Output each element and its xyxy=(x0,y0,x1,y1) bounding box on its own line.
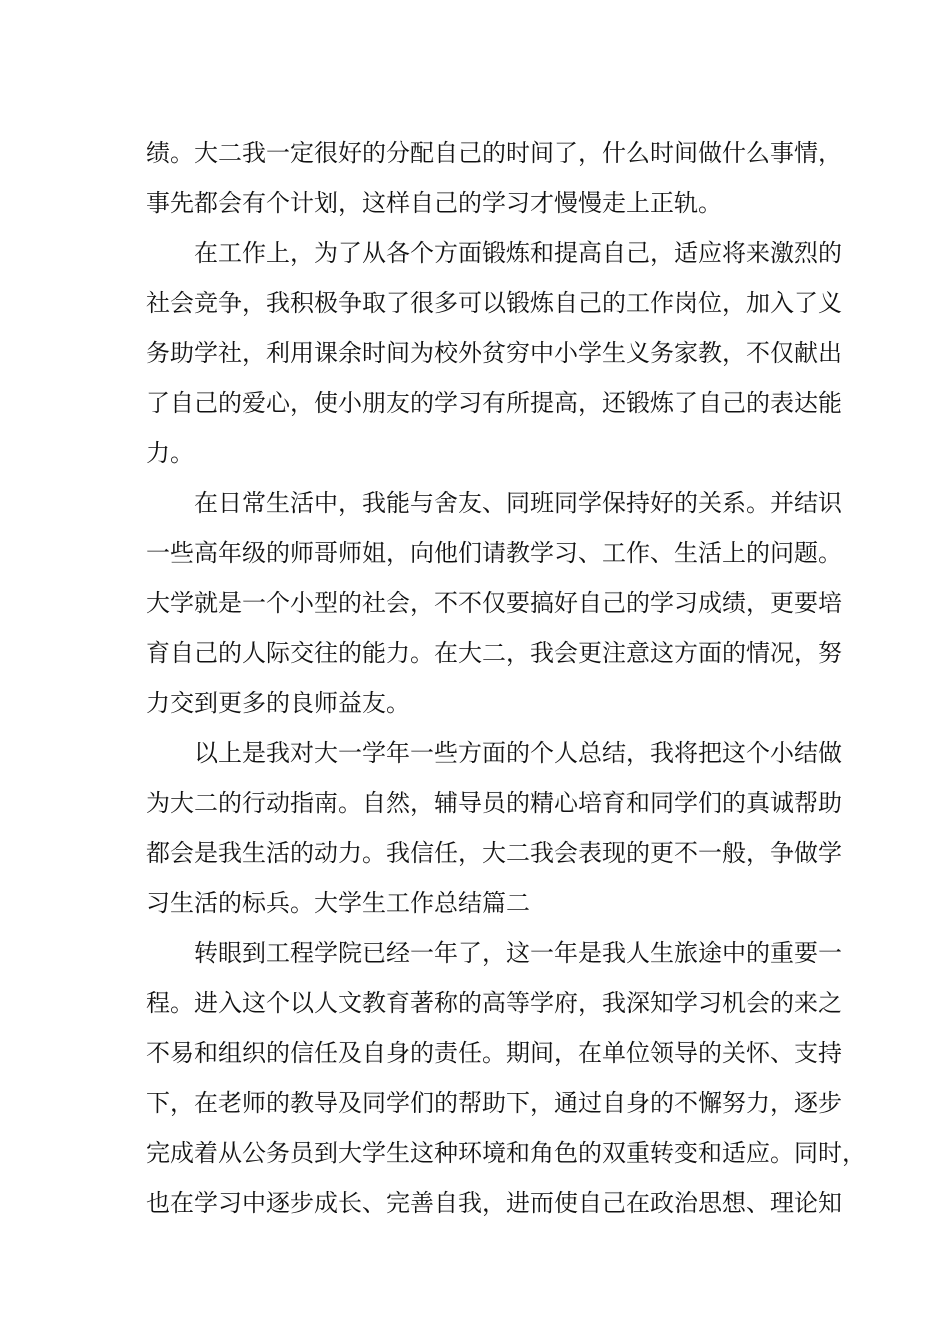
text-line: 为大二的行动指南。自然，辅导员的精心培育和同学们的真诚帮助 xyxy=(146,789,842,817)
text-line: 一些高年级的师哥师姐，向他们请教学习、工作、生活上的问题。 xyxy=(146,539,842,567)
document-body xyxy=(146,128,866,1228)
text-line: 绩。大二我一定很好的分配自己的时间了，什么时间做什么事情， xyxy=(146,139,842,167)
text-line: 不易和组织的信任及自身的责任。期间，在单位领导的关怀、支持 xyxy=(146,1039,842,1067)
text-line: 大学就是一个小型的社会，不不仅要搞好自己的学习成绩，更要培 xyxy=(146,589,842,617)
text-line: 下，在老师的教导及同学们的帮助下，通过自身的不懈努力，逐步 xyxy=(146,1089,842,1117)
text-line: 育自己的人际交往的能力。在大二，我会更注意这方面的情况，努 xyxy=(146,639,842,667)
text-line: 力交到更多的良师益友。 xyxy=(146,689,410,717)
text-line: 务助学社，利用课余时间为校外贫穷中小学生义务家教，不仅献出 xyxy=(146,339,842,367)
text-line: 程。进入这个以人文教育著称的高等学府，我深知学习机会的来之 xyxy=(146,989,842,1017)
text-line: 完成着从公务员到大学生这种环境和角色的双重转变和适应。同时， xyxy=(146,1139,866,1167)
paragraph-first-line: 以上是我对大一学年一些方面的个人总结，我将把这个小结做 xyxy=(194,739,842,767)
paragraph-first-line: 在日常生活中，我能与舍友、同班同学保持好的关系。并结识 xyxy=(194,489,842,517)
text-line: 了自己的爱心，使小朋友的学习有所提高，还锻炼了自己的表达能 xyxy=(146,389,842,417)
text-line: 力。 xyxy=(146,439,194,467)
text-line: 事先都会有个计划，这样自己的学习才慢慢走上正轨。 xyxy=(146,189,722,217)
text-line: 习生活的标兵。大学生工作总结篇二 xyxy=(146,889,530,917)
text-line: 也在学习中逐步成长、完善自我，进而使自己在政治思想、理论知 xyxy=(146,1189,842,1217)
paragraph-first-line: 在工作上，为了从各个方面锻炼和提高自己，适应将来激烈的 xyxy=(194,239,842,267)
text-line: 都会是我生活的动力。我信任，大二我会表现的更不一般，争做学 xyxy=(146,839,842,867)
paragraph-first-line: 转眼到工程学院已经一年了，这一年是我人生旅途中的重要一 xyxy=(194,939,842,967)
text-line: 社会竞争，我积极争取了很多可以锻炼自己的工作岗位，加入了义 xyxy=(146,289,842,317)
